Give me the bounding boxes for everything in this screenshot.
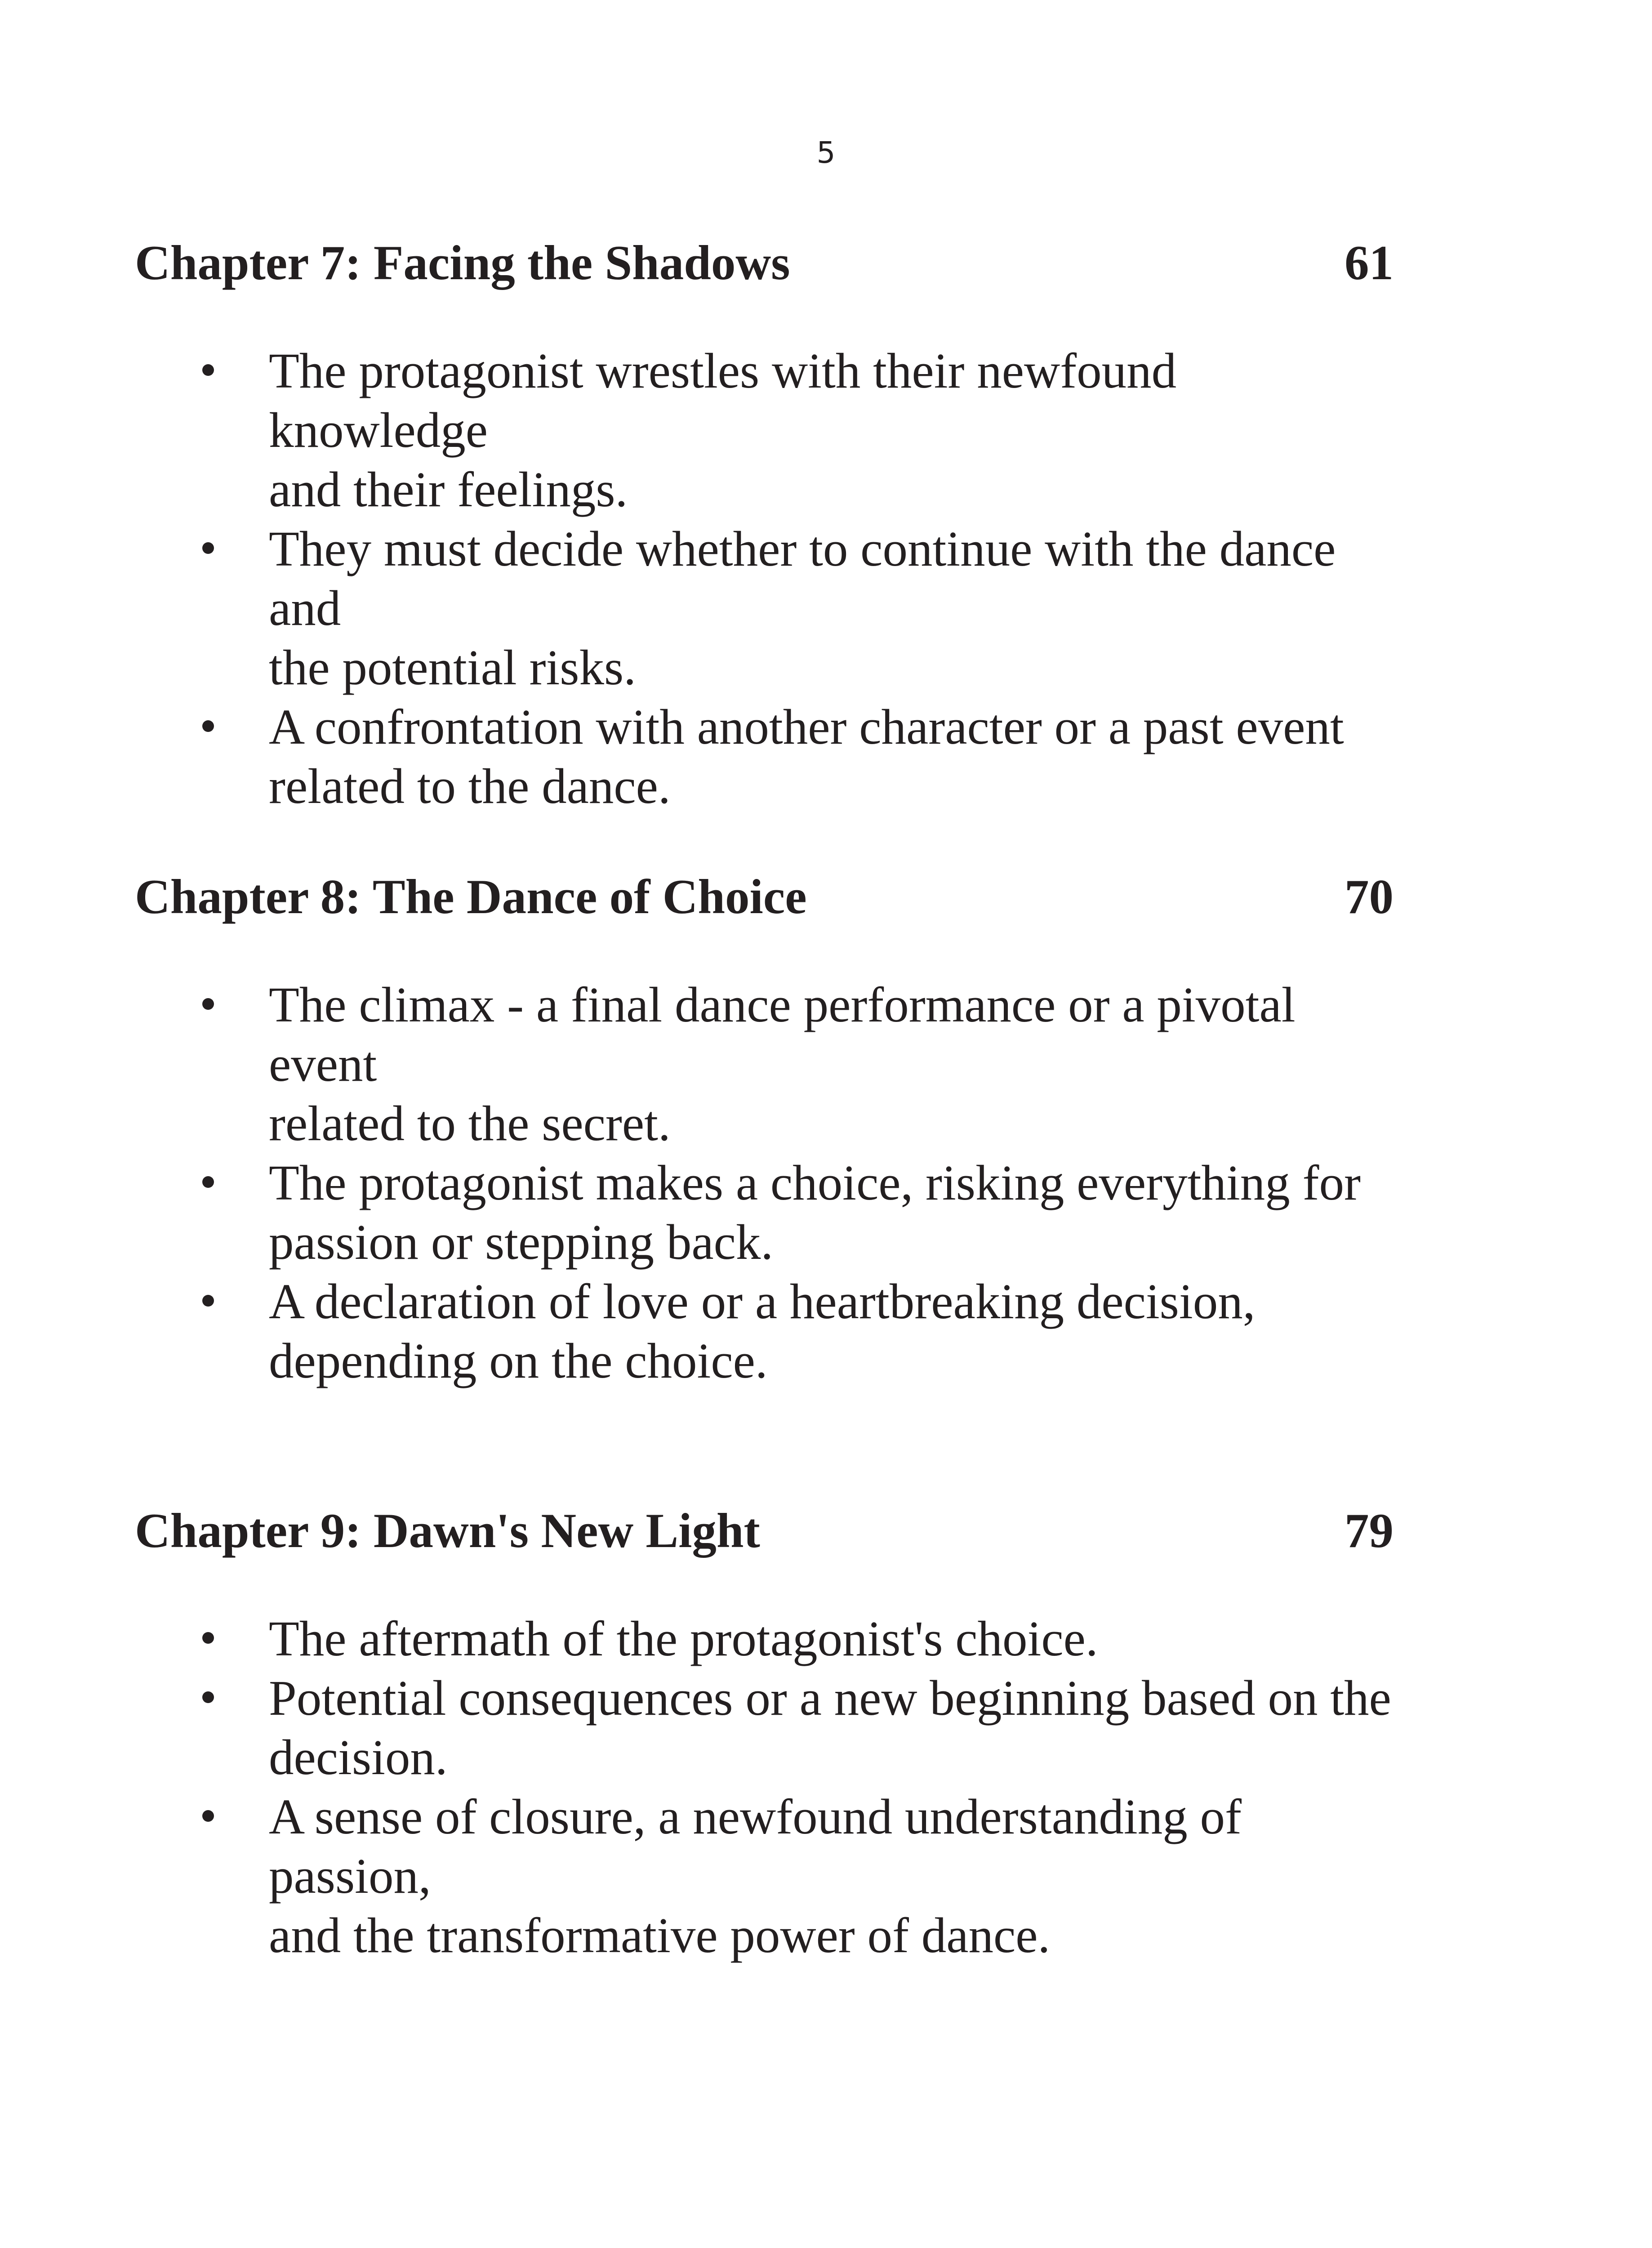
chapter-9 xyxy=(135,1502,1394,1966)
chapter-summary-list xyxy=(135,1610,1394,1966)
bullet-icon xyxy=(202,998,214,1010)
list-item-text: The protagonist makes a choice, risking everything for passion or stepping back. xyxy=(269,1155,1361,1270)
list-item xyxy=(135,1610,1394,1669)
bullet-icon xyxy=(202,1632,214,1644)
chapter-7 xyxy=(135,234,1394,816)
list-item xyxy=(135,1669,1394,1788)
chapter-page-number: 79 xyxy=(1345,1503,1394,1558)
chapter-summary-list xyxy=(135,342,1394,816)
list-item xyxy=(135,976,1394,1154)
list-item-text: A confrontation with another character or a past event related to the dance. xyxy=(269,700,1344,814)
list-item-text: A sense of closure, a newfound understanding of passion, and the transformative power of dance. xyxy=(269,1789,1242,1963)
list-item-text: The aftermath of the protagonist's choice. xyxy=(269,1611,1098,1667)
chapter-heading xyxy=(135,1502,1394,1560)
chapter-title: Chapter 7: Facing the Shadows xyxy=(135,236,790,290)
bullet-icon xyxy=(202,1176,214,1188)
list-item xyxy=(135,520,1394,698)
chapter-8 xyxy=(135,868,1394,1391)
list-item-text: Potential consequences or a new beginning based on the decision. xyxy=(269,1671,1391,1785)
chapter-title: Chapter 8: The Dance of Choice xyxy=(135,870,807,924)
chapter-page-number: 61 xyxy=(1345,236,1394,290)
bullet-icon xyxy=(202,364,214,376)
list-item-text: The climax - a final dance performance or a pivotal event related to the secret. xyxy=(269,977,1296,1151)
bullet-icon xyxy=(202,720,214,732)
list-item-text: They must decide whether to continue with the dance and the potential risks. xyxy=(269,522,1336,696)
list-item xyxy=(135,1272,1394,1391)
chapter-title: Chapter 9: Dawn's New Light xyxy=(135,1503,760,1558)
list-item-text: The protagonist wrestles with their newfound knowledge and their feelings. xyxy=(269,343,1177,517)
page-number: 5 xyxy=(816,135,836,170)
list-item xyxy=(135,1154,1394,1272)
chapter-heading xyxy=(135,234,1394,292)
chapter-page-number: 70 xyxy=(1345,870,1394,924)
bullet-icon xyxy=(202,1810,214,1822)
list-item xyxy=(135,1788,1394,1966)
list-item-text: A declaration of love or a heartbreaking decision, depending on the choice. xyxy=(269,1274,1256,1389)
bullet-icon xyxy=(202,1295,214,1307)
chapter-heading xyxy=(135,868,1394,926)
bullet-icon xyxy=(202,1691,214,1703)
chapter-summary-list xyxy=(135,976,1394,1391)
bullet-icon xyxy=(202,542,214,554)
list-item xyxy=(135,342,1394,520)
list-item xyxy=(135,698,1394,816)
